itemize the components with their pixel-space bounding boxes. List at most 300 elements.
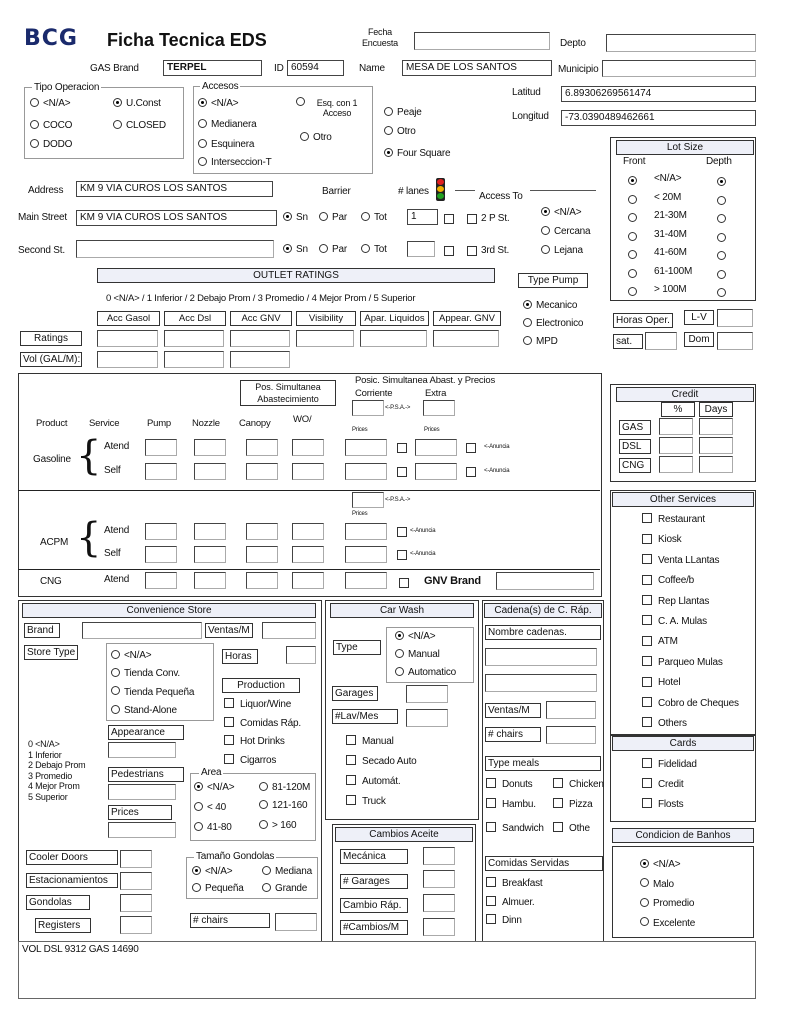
latitud-field[interactable]: 6.89306269561474 — [561, 86, 756, 102]
comidas-item[interactable] — [486, 897, 535, 908]
access-na[interactable]: <N/A> — [541, 207, 581, 218]
service-item-checkbox[interactable] — [642, 717, 652, 727]
depto-field[interactable] — [606, 34, 756, 52]
convenience-title: Convenience Store — [22, 603, 316, 618]
rating-field[interactable] — [296, 330, 354, 347]
meal-item[interactable] — [486, 779, 533, 790]
cw-item-checkbox[interactable] — [346, 775, 356, 785]
rating-field[interactable] — [433, 330, 499, 347]
tipo-operacion-title: Tipo Operacion — [34, 82, 100, 93]
meal-item[interactable] — [553, 779, 604, 790]
cw-garages-label: Garages — [332, 686, 378, 701]
accesos-otro-2[interactable]: Otro — [384, 126, 416, 137]
accesos-interseccion[interactable]: Interseccion-T — [198, 157, 272, 168]
production-item[interactable] — [224, 755, 276, 766]
service-item[interactable] — [642, 616, 707, 627]
cw-lav-field[interactable] — [406, 709, 448, 727]
service-item[interactable] — [642, 596, 709, 607]
cooler-doors-field[interactable] — [120, 850, 152, 868]
address-label: Address — [28, 185, 64, 196]
store-type-option-radio[interactable] — [111, 650, 120, 659]
area-option[interactable] — [194, 822, 232, 833]
service-item[interactable] — [642, 555, 719, 566]
main-street-field[interactable]: KM 9 VIA CUROS LOS SANTOS — [76, 210, 277, 226]
card-item-text: Fidelidad — [658, 759, 697, 770]
area-option[interactable] — [194, 782, 234, 793]
production-item[interactable] — [224, 699, 291, 710]
area-option[interactable] — [194, 802, 226, 813]
cadena-title: Cadena(s) de C. Ráp. — [484, 603, 602, 618]
cambios-m-label: #Cambios/M — [340, 920, 408, 935]
accesos-na[interactable]: <N/A> — [198, 98, 238, 109]
rating-col-header: Visibility — [296, 311, 356, 326]
ventas-field[interactable] — [262, 622, 316, 639]
rating-field[interactable] — [360, 330, 427, 347]
main-sn[interactable]: Sn — [283, 212, 308, 223]
tipo-op-na[interactable]: <N/A> — [30, 98, 70, 109]
main-lanes-field[interactable]: 1 — [407, 209, 438, 225]
gas-self-field[interactable] — [246, 463, 278, 480]
card-item-checkbox[interactable] — [642, 798, 652, 808]
gas-self-field[interactable] — [194, 463, 226, 480]
lot-front-radio[interactable] — [628, 269, 637, 278]
acpm-atend-field[interactable] — [246, 523, 278, 540]
comidas-item-text: Almuer. — [502, 896, 535, 908]
tamano-option-radio[interactable] — [262, 866, 271, 875]
service-item[interactable] — [642, 657, 723, 668]
rating-field[interactable] — [97, 330, 158, 347]
lot-depth-radio[interactable] — [717, 233, 726, 242]
products-section — [18, 373, 602, 597]
acpm-atend-label: Atend — [104, 525, 130, 536]
service-item-checkbox[interactable] — [642, 554, 652, 564]
cw-item[interactable] — [346, 756, 417, 767]
lot-front-radio[interactable] — [628, 176, 637, 185]
rating-col-header: Acc GNV — [230, 311, 292, 326]
production-item-checkbox[interactable] — [224, 735, 234, 745]
cw-item-checkbox[interactable] — [346, 755, 356, 765]
acpm-corriente-price[interactable] — [345, 546, 387, 563]
second-sn[interactable]: Sn — [283, 244, 308, 255]
lot-depth-radio[interactable] — [717, 214, 726, 223]
tamano-option[interactable] — [192, 866, 232, 877]
gas-corriente-price[interactable] — [345, 463, 387, 480]
gas-corriente-check[interactable] — [397, 443, 407, 453]
acpm-atend-field[interactable] — [292, 523, 324, 540]
gas-self-field[interactable] — [145, 463, 177, 480]
meal-item[interactable] — [486, 823, 544, 834]
mecanica-field[interactable] — [423, 847, 455, 865]
horas-label: Horas — [222, 649, 258, 664]
meal-item-text: Othe — [569, 823, 590, 834]
fecha-encuesta-field[interactable] — [414, 32, 550, 50]
banos-option[interactable] — [640, 879, 674, 890]
cw-item-checkbox[interactable] — [346, 735, 356, 745]
comidas-item-checkbox[interactable] — [486, 896, 496, 906]
lot-depth-radio[interactable] — [717, 177, 726, 186]
psa-extra-field[interactable] — [423, 400, 455, 416]
card-item[interactable] — [642, 779, 683, 790]
cng-atend-field[interactable] — [292, 572, 324, 589]
store-type-option[interactable] — [111, 650, 151, 661]
gas-extra-price[interactable] — [415, 439, 457, 456]
second-lanes-field[interactable] — [407, 241, 435, 257]
tamano-option-text: Mediana — [275, 866, 312, 877]
outlet-ratings-scale: 0 <N/A> / 1 Inferior / 2 Debajo Prom / 3 Promedio / 4 Mejor Prom / 5 Superior — [106, 293, 416, 304]
product-header: Service — [89, 418, 120, 429]
garages-field[interactable] — [423, 870, 455, 888]
acpm-atend-field[interactable] — [194, 523, 226, 540]
meal-item-text: Sandwich — [502, 823, 544, 834]
sat-field[interactable] — [645, 332, 677, 350]
service-item-checkbox[interactable] — [642, 677, 652, 687]
lot-depth-radio[interactable] — [717, 196, 726, 205]
card-item[interactable] — [642, 759, 697, 770]
area-option-text: 121-160 — [272, 800, 308, 811]
store-type-option-radio[interactable] — [111, 705, 120, 714]
extra-label: Extra — [425, 388, 447, 399]
second-par[interactable]: Par — [319, 244, 347, 255]
cw-type-option[interactable] — [395, 649, 440, 660]
service-item-text: ATM — [658, 636, 678, 648]
meal-item[interactable] — [486, 799, 536, 810]
cw-item[interactable] — [346, 776, 400, 787]
traffic-light-icon — [436, 178, 445, 201]
area-option-radio[interactable] — [259, 820, 268, 829]
banos-option-radio[interactable] — [640, 878, 649, 887]
cw-item-checkbox[interactable] — [346, 795, 356, 805]
credit-gas-days[interactable] — [699, 418, 733, 435]
cng-atend-field[interactable] — [246, 572, 278, 589]
area-option-radio[interactable] — [259, 800, 268, 809]
accesos-medianera[interactable]: Medianera — [198, 119, 256, 130]
card-item-checkbox[interactable] — [642, 778, 652, 788]
comidas-item-checkbox[interactable] — [486, 914, 496, 924]
card-item-checkbox[interactable] — [642, 758, 652, 768]
sat-label: sat. — [613, 334, 643, 349]
rating-col-header: Appear. GNV — [433, 311, 501, 326]
area-option-radio[interactable] — [194, 782, 203, 791]
tamano-option[interactable] — [192, 883, 244, 894]
registers-label: Registers — [35, 918, 91, 933]
lot-front-radio[interactable] — [628, 250, 637, 259]
second-street-field[interactable] — [76, 240, 274, 258]
area-option[interactable] — [259, 800, 307, 811]
acpm-self-field[interactable] — [292, 546, 324, 563]
gas-self-field[interactable] — [292, 463, 324, 480]
banos-option-radio[interactable] — [640, 898, 649, 907]
main-tot[interactable]: Tot — [361, 212, 387, 223]
lv-field[interactable] — [717, 309, 753, 327]
cw-type-option-radio[interactable] — [395, 649, 404, 658]
cambio-rap-field[interactable] — [423, 894, 455, 912]
gondolas-field[interactable] — [120, 894, 152, 912]
production-label: Production — [222, 678, 300, 693]
service-item[interactable] — [642, 514, 705, 525]
tamano-option-radio[interactable] — [262, 883, 271, 892]
rating-col-header: Acc Gasol — [97, 311, 160, 326]
area-label: Area — [201, 767, 222, 778]
meal-item-checkbox[interactable] — [553, 822, 563, 832]
gas-extra-check[interactable] — [466, 443, 476, 453]
outlet-ratings-title: OUTLET RATINGS — [97, 268, 495, 283]
card-item[interactable] — [642, 799, 683, 810]
estacionamientos-label: Estacionamientos — [26, 873, 118, 888]
area-option[interactable] — [259, 820, 296, 831]
pedestrians-field[interactable] — [108, 784, 176, 800]
tamano-option-radio[interactable] — [192, 866, 201, 875]
prices-label-2: Prices — [424, 427, 440, 433]
lot-front-radio[interactable] — [628, 213, 637, 222]
accesos-otro[interactable]: Otro — [300, 132, 332, 143]
tamano-option-radio[interactable] — [192, 883, 201, 892]
scale-item: 5 Superior — [28, 791, 68, 802]
dom-field[interactable] — [717, 332, 753, 350]
brand-field[interactable] — [82, 622, 202, 639]
prices-label-1: Prices — [352, 427, 368, 433]
cng-atend-field[interactable] — [145, 572, 177, 589]
cng-check[interactable] — [399, 578, 409, 588]
production-item[interactable] — [224, 718, 301, 729]
comidas-item[interactable] — [486, 878, 542, 889]
address-field[interactable]: KM 9 VIA CUROS LOS SANTOS — [76, 181, 273, 197]
service-item-checkbox[interactable] — [642, 595, 652, 605]
pump-mpd[interactable]: MPD — [523, 336, 558, 347]
cad-chairs-label: # chairs — [485, 727, 541, 742]
acpm-atend-field[interactable] — [145, 523, 177, 540]
municipio-field[interactable] — [602, 60, 756, 77]
cw-type-option[interactable] — [395, 631, 435, 642]
area-option-radio[interactable] — [259, 782, 268, 791]
main-par[interactable]: Par — [319, 212, 347, 223]
service-item[interactable] — [642, 677, 680, 688]
meal-item-checkbox[interactable] — [486, 822, 496, 832]
longitud-field[interactable]: -73.0390489462661 — [561, 110, 756, 126]
acpm-corriente-check[interactable] — [397, 527, 407, 537]
product-header: WO/ — [293, 414, 312, 425]
nombre-cadenas-field-2[interactable] — [485, 674, 597, 692]
tipo-op-coco[interactable]: COCO — [30, 120, 72, 131]
cw-type-option-radio[interactable] — [395, 631, 404, 640]
area-option[interactable] — [259, 782, 310, 793]
cw-type-option-radio[interactable] — [395, 667, 404, 676]
meal-item[interactable] — [553, 799, 592, 810]
lot-front-radio[interactable] — [628, 232, 637, 241]
store-type-option-radio[interactable] — [111, 668, 120, 677]
meal-item-checkbox[interactable] — [553, 798, 563, 808]
prices-field[interactable] — [108, 822, 176, 838]
main-barrier-check-2[interactable] — [467, 214, 477, 224]
second-barrier-check-2[interactable] — [467, 246, 477, 256]
access-cercana[interactable]: Cercana — [541, 226, 590, 237]
banos-option[interactable] — [640, 918, 695, 929]
vol-field[interactable] — [164, 351, 224, 368]
gas-corriente-check[interactable] — [397, 467, 407, 477]
form-title: Ficha Tecnica EDS — [107, 30, 267, 50]
vol-field[interactable] — [97, 351, 158, 368]
id-field[interactable]: 60594 — [287, 60, 344, 76]
meal-item-text: Hambu. — [502, 799, 536, 810]
appearance-field[interactable] — [108, 742, 176, 758]
service-item[interactable] — [642, 718, 687, 729]
lot-size-option: 41-60M — [654, 247, 687, 258]
meal-item-checkbox[interactable] — [486, 778, 496, 788]
tamano-option[interactable] — [262, 866, 312, 877]
credit-cng-days[interactable] — [699, 456, 733, 473]
accesos-esquinera[interactable]: Esquinera — [198, 139, 254, 150]
gas-extra-check[interactable] — [466, 467, 476, 477]
pump-electronico[interactable]: Electronico — [523, 318, 583, 329]
lot-depth-radio[interactable] — [717, 270, 726, 279]
tamano-option-text: Pequeña — [205, 883, 244, 894]
cw-type-option-text: Manual — [408, 649, 440, 660]
accesos-four-square[interactable]: Four Square — [384, 148, 450, 159]
cambios-title: Cambios Aceite — [335, 827, 473, 842]
production-item-checkbox[interactable] — [224, 717, 234, 727]
service-item[interactable] — [642, 636, 678, 647]
store-type-option[interactable] — [111, 687, 194, 698]
service-item-checkbox[interactable] — [642, 575, 652, 585]
gas-corriente-price[interactable] — [345, 439, 387, 456]
store-type-option[interactable] — [111, 705, 177, 716]
service-item-checkbox[interactable] — [642, 656, 652, 666]
meal-item[interactable] — [553, 823, 590, 834]
cw-item-text: Secado Auto — [362, 756, 417, 767]
psa-corriente-field[interactable] — [352, 400, 384, 416]
service-item-checkbox[interactable] — [642, 513, 652, 523]
area-option-radio[interactable] — [194, 802, 203, 811]
municipio-label: Municipio — [558, 64, 599, 75]
cw-type-option[interactable] — [395, 667, 456, 678]
production-item-checkbox[interactable] — [224, 698, 234, 708]
lot-front-radio[interactable] — [628, 287, 637, 296]
main-barrier-check-1[interactable] — [444, 214, 454, 224]
horas-field[interactable] — [286, 646, 316, 664]
gas-brand-field[interactable]: TERPEL — [163, 60, 262, 76]
gas-atend-field[interactable] — [145, 439, 177, 456]
gas-atend-field[interactable] — [292, 439, 324, 456]
banos-option-radio[interactable] — [640, 917, 649, 926]
comidas-item-checkbox[interactable] — [486, 877, 496, 887]
estacionamientos-field[interactable] — [120, 872, 152, 890]
gas-brand-label: GAS Brand — [90, 63, 139, 74]
store-type-option[interactable] — [111, 668, 180, 679]
area-option-text: 41-80 — [207, 822, 232, 833]
service-item-text: Venta LLantas — [658, 554, 720, 566]
gas-extra-price[interactable] — [415, 463, 457, 480]
scale-item: 3 Promedio — [28, 770, 73, 781]
store-type-option-text: Tienda Conv. — [124, 668, 180, 680]
store-type-label: Store Type — [24, 645, 78, 660]
gas-self-label: Self — [104, 465, 121, 476]
cw-garages-field[interactable] — [406, 685, 448, 703]
latitud-label: Latitud — [512, 87, 541, 98]
footer-text: VOL DSL 9312 GAS 14690 — [22, 944, 139, 955]
cng-price[interactable] — [345, 572, 387, 589]
credit-dsl-days[interactable] — [699, 437, 733, 454]
pump-mecanico[interactable]: Mecanico — [523, 300, 577, 311]
gas-atend-field[interactable] — [194, 439, 226, 456]
lot-depth-radio[interactable] — [717, 288, 726, 297]
meal-item-checkbox[interactable] — [486, 798, 496, 808]
acpm-self-field[interactable] — [246, 546, 278, 563]
credit-pct-label: % — [661, 402, 695, 417]
gnv-brand-field[interactable] — [496, 572, 594, 590]
store-type-option-radio[interactable] — [111, 686, 120, 695]
production-item-text: Comidas Ráp. — [240, 717, 301, 729]
rating-field[interactable] — [230, 330, 290, 347]
cambios-m-field[interactable] — [423, 918, 455, 936]
acpm-corriente-price[interactable] — [345, 523, 387, 540]
service-item-checkbox[interactable] — [642, 615, 652, 625]
cad-ventas-field[interactable] — [546, 701, 596, 719]
credit-gas-pct[interactable] — [659, 418, 693, 435]
vol-label: Vol (GAL/M): — [20, 352, 82, 367]
tipo-op-closed[interactable]: CLOSED — [113, 120, 166, 131]
second-barrier-check-1[interactable] — [444, 246, 454, 256]
second-tot[interactable]: Tot — [361, 244, 387, 255]
scale-item: 1 Inferior — [28, 749, 62, 760]
acpm-psa-field[interactable] — [352, 492, 384, 508]
credit-gas-label: GAS — [619, 420, 651, 435]
rating-field[interactable] — [164, 330, 224, 347]
chairs-field[interactable] — [275, 913, 317, 931]
cw-item[interactable] — [346, 736, 394, 747]
service-item[interactable] — [642, 575, 694, 586]
name-field[interactable]: MESA DE LOS SANTOS — [402, 60, 552, 76]
cad-chairs-field[interactable] — [546, 726, 596, 744]
banos-option[interactable] — [640, 859, 680, 870]
registers-field[interactable] — [120, 916, 152, 934]
lot-size-option: < 20M — [654, 191, 682, 203]
credit-dsl-pct[interactable] — [659, 437, 693, 454]
comidas-item[interactable] — [486, 915, 522, 926]
acpm-corriente-check[interactable] — [397, 550, 407, 560]
service-item[interactable] — [642, 534, 681, 545]
production-item-checkbox[interactable] — [224, 754, 234, 764]
service-item-checkbox[interactable] — [642, 697, 652, 707]
banos-option[interactable] — [640, 898, 694, 909]
cng-atend-field[interactable] — [194, 572, 226, 589]
service-item-checkbox[interactable] — [642, 636, 652, 646]
lot-front-radio[interactable] — [628, 195, 637, 204]
gas-atend-field[interactable] — [246, 439, 278, 456]
lot-depth-radio[interactable] — [717, 251, 726, 260]
nombre-cadenas-field-1[interactable] — [485, 648, 597, 666]
tipo-op-uconst[interactable]: U.Const — [113, 98, 161, 109]
production-item[interactable] — [224, 736, 285, 747]
brand-label: Brand — [24, 623, 60, 638]
lv-label: L-V — [684, 310, 714, 325]
accesos-peaje[interactable]: Peaje — [384, 107, 422, 118]
tamano-option[interactable] — [262, 883, 307, 894]
service-item[interactable] — [642, 698, 739, 709]
accesos-esq-con-acceso[interactable]: Esq. con 1 Acceso — [296, 98, 365, 118]
service-item-checkbox[interactable] — [642, 534, 652, 544]
product-header: Canopy — [239, 418, 271, 429]
area-option-radio[interactable] — [194, 822, 203, 831]
credit-cng-pct[interactable] — [659, 456, 693, 473]
acpm-self-field[interactable] — [145, 546, 177, 563]
acpm-self-field[interactable] — [194, 546, 226, 563]
vol-field[interactable] — [230, 351, 290, 368]
cw-item[interactable] — [346, 796, 386, 807]
tipo-op-dodo[interactable]: DODO — [30, 139, 72, 150]
access-lejana[interactable]: Lejana — [541, 245, 583, 256]
barrier-label: Barrier — [322, 186, 351, 197]
meal-item-checkbox[interactable] — [553, 778, 563, 788]
banos-option-radio[interactable] — [640, 859, 649, 868]
